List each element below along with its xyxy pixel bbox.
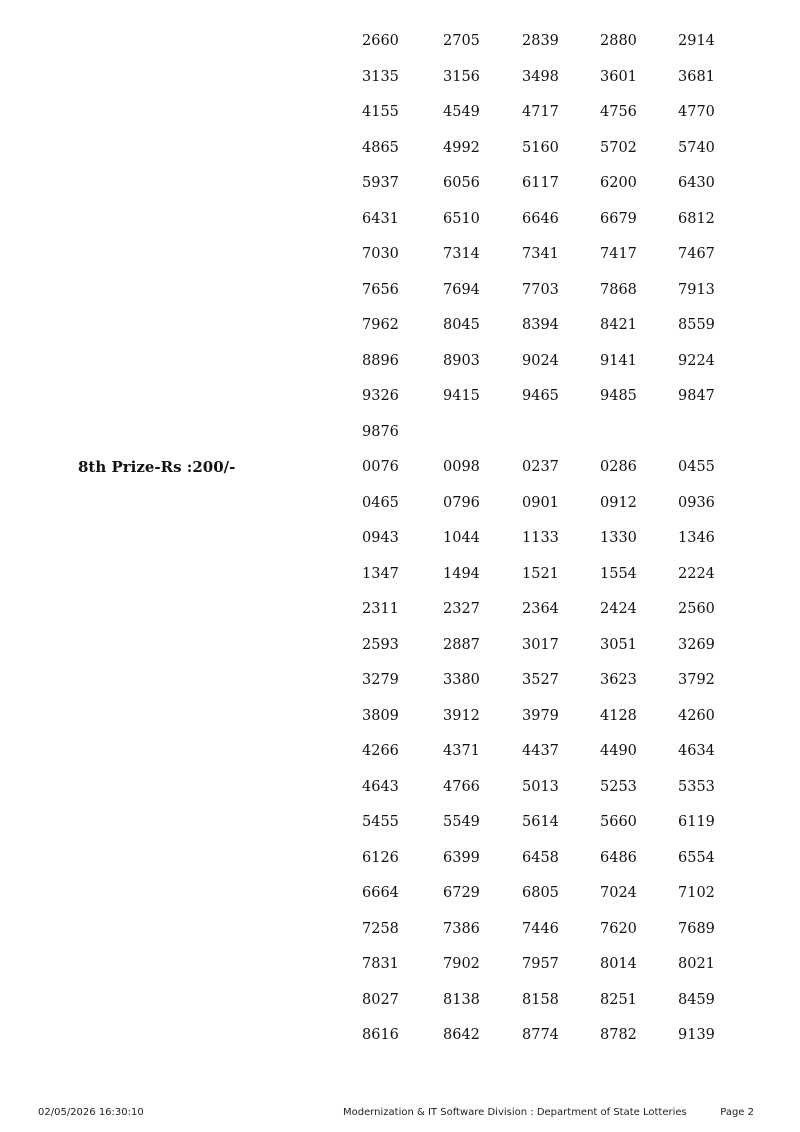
ticket-number: 5660 [600, 814, 637, 830]
ticket-number: 3135 [362, 68, 399, 85]
ticket-number: 3809 [362, 707, 399, 724]
ticket-number: 4155 [362, 104, 399, 120]
ticket-number: 7467 [678, 246, 715, 262]
number-row [0, 209, 800, 229]
number-row [0, 635, 800, 655]
number-row [0, 315, 800, 335]
number-row [0, 102, 800, 122]
ticket-number: 8459 [678, 991, 715, 1008]
ticket-number: 9847 [678, 388, 715, 404]
number-row [0, 351, 800, 371]
number-row [0, 457, 800, 477]
ticket-number: 9415 [443, 388, 480, 404]
ticket-number: 0455 [678, 459, 715, 475]
ticket-number: 3017 [522, 636, 559, 653]
ticket-number: 4756 [600, 104, 637, 120]
ticket-number: 4992 [443, 139, 480, 156]
ticket-number: 2914 [678, 33, 715, 49]
ticket-number: 7656 [362, 281, 399, 298]
ticket-number: 7868 [600, 281, 637, 298]
ticket-number: 7902 [443, 956, 480, 972]
ticket-number: 0237 [522, 459, 559, 475]
ticket-number: 3380 [443, 672, 480, 688]
ticket-number: 4770 [678, 104, 715, 120]
ticket-number: 0076 [362, 459, 399, 475]
ticket-number: 7620 [600, 920, 637, 937]
ticket-number: 7913 [678, 281, 715, 298]
ticket-number: 4549 [443, 104, 480, 120]
ticket-number: 2327 [443, 601, 480, 617]
ticket-number: 3269 [678, 636, 715, 653]
ticket-number: 4643 [362, 778, 399, 795]
ticket-number: 2880 [600, 33, 637, 49]
number-row [0, 848, 800, 868]
ticket-number: 8559 [678, 317, 715, 333]
ticket-number: 5455 [362, 814, 399, 830]
number-row [0, 564, 800, 584]
ticket-number: 2660 [362, 33, 399, 49]
number-row [0, 138, 800, 158]
ticket-number: 6805 [522, 885, 559, 901]
ticket-number: 0943 [362, 530, 399, 546]
ticket-number: 3912 [443, 707, 480, 724]
ticket-number: 3156 [443, 68, 480, 85]
number-row [0, 777, 800, 797]
number-row [0, 244, 800, 264]
ticket-number: 4260 [678, 707, 715, 724]
ticket-number: 7831 [362, 956, 399, 972]
ticket-number: 8045 [443, 317, 480, 333]
ticket-number: 4634 [678, 743, 715, 759]
ticket-number: 0796 [443, 494, 480, 511]
ticket-number: 1133 [522, 530, 559, 546]
ticket-number: 5253 [600, 778, 637, 795]
ticket-number: 2424 [600, 601, 637, 617]
ticket-number: 4766 [443, 778, 480, 795]
number-row [0, 919, 800, 939]
ticket-number: 1346 [678, 530, 715, 546]
ticket-number: 1554 [600, 565, 637, 582]
footer-page-number: Page 2 [720, 1107, 754, 1118]
ticket-number: 1330 [600, 530, 637, 546]
number-row [0, 31, 800, 51]
ticket-number: 4490 [600, 743, 637, 759]
ticket-number: 9465 [522, 388, 559, 404]
ticket-number: 2224 [678, 565, 715, 582]
ticket-number: 3979 [522, 707, 559, 724]
number-row [0, 954, 800, 974]
ticket-number: 0901 [522, 494, 559, 511]
ticket-number: 2311 [362, 601, 399, 617]
ticket-number: 5740 [678, 139, 715, 156]
ticket-number: 7024 [600, 885, 637, 901]
ticket-number: 1044 [443, 530, 480, 546]
number-row [0, 528, 800, 548]
ticket-number: 8158 [522, 991, 559, 1008]
ticket-number: 1494 [443, 565, 480, 582]
ticket-number: 7030 [362, 246, 399, 262]
ticket-number: 2364 [522, 601, 559, 617]
ticket-number: 8782 [600, 1027, 637, 1043]
ticket-number: 3279 [362, 672, 399, 688]
ticket-number: 6119 [678, 814, 715, 830]
ticket-number: 4717 [522, 104, 559, 120]
ticket-number: 4865 [362, 139, 399, 156]
ticket-number: 8251 [600, 991, 637, 1008]
ticket-number: 7258 [362, 920, 399, 937]
ticket-number: 7694 [443, 281, 480, 298]
ticket-number: 8774 [522, 1027, 559, 1043]
ticket-number: 8903 [443, 352, 480, 369]
ticket-number: 2887 [443, 636, 480, 653]
ticket-number: 6431 [362, 210, 399, 227]
ticket-number: 6200 [600, 175, 637, 191]
ticket-number: 0465 [362, 494, 399, 511]
ticket-number: 9485 [600, 388, 637, 404]
footer-timestamp: 02/05/2026 16:30:10 [38, 1107, 144, 1118]
ticket-number: 4371 [443, 743, 480, 759]
ticket-number: 9224 [678, 352, 715, 369]
ticket-number: 0098 [443, 459, 480, 475]
ticket-number: 5353 [678, 778, 715, 795]
ticket-number: 3623 [600, 672, 637, 688]
ticket-number: 6126 [362, 849, 399, 866]
ticket-number: 7341 [522, 246, 559, 262]
ticket-number: 6510 [443, 210, 480, 227]
ticket-number: 9139 [678, 1027, 715, 1043]
ticket-number: 5937 [362, 175, 399, 191]
ticket-number: 2560 [678, 601, 715, 617]
ticket-number: 8014 [600, 956, 637, 972]
ticket-number: 0912 [600, 494, 637, 511]
number-row [0, 741, 800, 761]
ticket-number: 7962 [362, 317, 399, 333]
ticket-number: 3498 [522, 68, 559, 85]
ticket-number: 7446 [522, 920, 559, 937]
ticket-number: 5549 [443, 814, 480, 830]
number-row [0, 706, 800, 726]
prize-label: 8th Prize-Rs :200/- [78, 458, 236, 476]
ticket-number: 5614 [522, 814, 559, 830]
ticket-number: 8027 [362, 991, 399, 1008]
number-row [0, 493, 800, 513]
number-row [0, 812, 800, 832]
ticket-number: 8896 [362, 352, 399, 369]
ticket-number: 6117 [522, 175, 559, 191]
ticket-number: 8642 [443, 1027, 480, 1043]
ticket-number: 3051 [600, 636, 637, 653]
number-row [0, 67, 800, 87]
ticket-number: 9876 [362, 423, 399, 440]
number-row [0, 173, 800, 193]
ticket-number: 6664 [362, 885, 399, 901]
ticket-number: 1347 [362, 565, 399, 582]
ticket-number: 8021 [678, 956, 715, 972]
ticket-number: 4128 [600, 707, 637, 724]
number-row [0, 990, 800, 1010]
ticket-number: 3601 [600, 68, 637, 85]
ticket-number: 7102 [678, 885, 715, 901]
ticket-number: 8421 [600, 317, 637, 333]
number-row [0, 280, 800, 300]
number-row [0, 386, 800, 406]
ticket-number: 2705 [443, 33, 480, 49]
ticket-number: 8616 [362, 1027, 399, 1043]
number-row [0, 599, 800, 619]
ticket-number: 6679 [600, 210, 637, 227]
ticket-number: 9141 [600, 352, 637, 369]
ticket-number: 6646 [522, 210, 559, 227]
number-row [0, 883, 800, 903]
ticket-number: 3792 [678, 672, 715, 688]
ticket-number: 6056 [443, 175, 480, 191]
ticket-number: 7703 [522, 281, 559, 298]
number-row [0, 670, 800, 690]
ticket-number: 0286 [600, 459, 637, 475]
footer-division: Modernization & IT Software Division : Department of State Lotteries [343, 1107, 687, 1118]
ticket-number: 4266 [362, 743, 399, 759]
ticket-number: 9326 [362, 388, 399, 404]
number-row [0, 422, 800, 442]
ticket-number: 5702 [600, 139, 637, 156]
ticket-number: 6812 [678, 210, 715, 227]
ticket-number: 9024 [522, 352, 559, 369]
ticket-number: 0936 [678, 494, 715, 511]
ticket-number: 7689 [678, 920, 715, 937]
ticket-number: 6430 [678, 175, 715, 191]
ticket-number: 6729 [443, 885, 480, 901]
ticket-number: 8394 [522, 317, 559, 333]
ticket-number: 7386 [443, 920, 480, 937]
number-row [0, 1025, 800, 1045]
ticket-number: 5013 [522, 778, 559, 795]
ticket-number: 7314 [443, 246, 480, 262]
ticket-number: 8138 [443, 991, 480, 1008]
ticket-number: 3681 [678, 68, 715, 85]
ticket-number: 3527 [522, 672, 559, 688]
ticket-number: 7957 [522, 956, 559, 972]
ticket-number: 6399 [443, 849, 480, 866]
ticket-number: 6458 [522, 849, 559, 866]
ticket-number: 4437 [522, 743, 559, 759]
ticket-number: 6554 [678, 849, 715, 866]
ticket-number: 7417 [600, 246, 637, 262]
ticket-number: 2593 [362, 636, 399, 653]
ticket-number: 5160 [522, 139, 559, 156]
ticket-number: 6486 [600, 849, 637, 866]
ticket-number: 2839 [522, 33, 559, 49]
page-footer [0, 1105, 800, 1121]
ticket-number: 1521 [522, 565, 559, 582]
